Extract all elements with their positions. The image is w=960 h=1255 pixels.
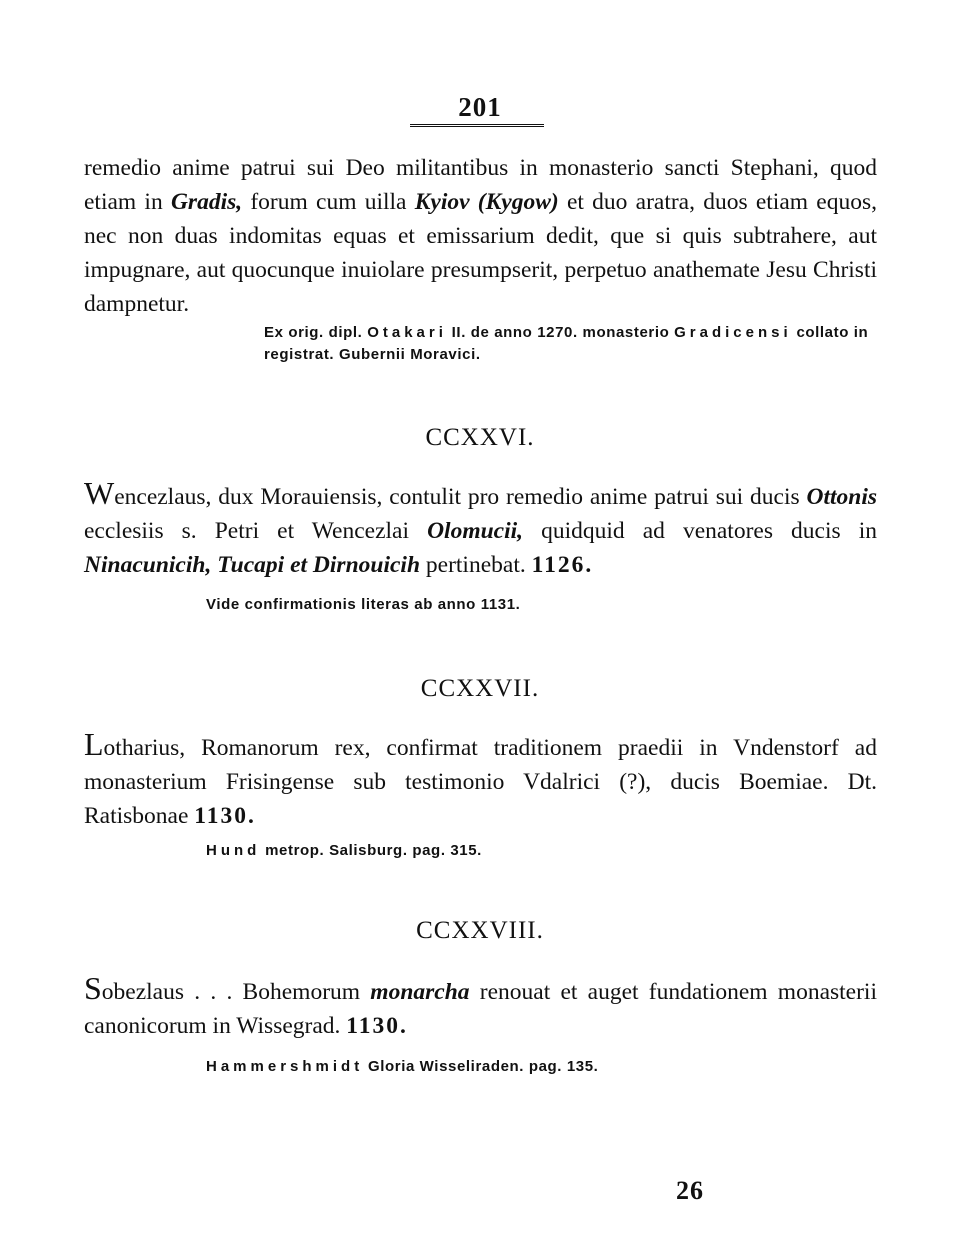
source-text-c: collato in registrat. Gubernii Moravici. <box>264 324 869 363</box>
entry-heading-ccxxvii: CCXXVII. <box>420 675 540 702</box>
place-gradis: Gradis, <box>170 189 243 215</box>
name-ottonis: Ottonis <box>806 484 877 510</box>
entry-ccxxviii-year: 1130. <box>346 1013 408 1039</box>
intro-text-a: remedio anime patrui sui Deo militantibus in monasterio sancti Stephani, quod etiam in <box>84 155 877 215</box>
source-text-a: Ex orig. dipl. <box>264 324 368 341</box>
entry-ccxxvii-source <box>206 840 806 862</box>
source-name-otakari: Otakari <box>367 324 447 341</box>
entry-ccxxviii-source <box>206 1056 846 1078</box>
place-kyiov: Kyiov (Kygow) <box>414 189 559 215</box>
entry-ccxxvii-year: 1130. <box>194 803 256 829</box>
page-number: 201 <box>458 92 502 122</box>
word-monarcha: monarcha <box>370 979 470 1005</box>
entry-text-ccxxvii <box>84 726 877 833</box>
entry-heading-ccxxviii: CCXXVIII. <box>416 917 544 944</box>
source-text-hammershmidt: Gloria Wisseliraden. pag. 135. <box>363 1058 599 1075</box>
intro-text-c: et duo aratra, duos etiam equos, nec non duas indomitas equas et emissarium dedit, que si quis subtrahere, aut impugnare, aut quocunque inuiolare presumpserit, perpetuo anathemate Jesu Christi dampnetur. <box>84 189 877 317</box>
intro-source-note <box>264 322 884 366</box>
dropcap-s: S <box>84 970 102 1006</box>
entry-ccxxvi-source: Vide confirmationis literas ab anno 1131. <box>206 596 521 613</box>
entry-text-ccxxviii <box>84 970 877 1043</box>
intro-paragraph <box>84 151 877 321</box>
entry-ccxxvii-text-a: otharius, Romanorum rex, confirmat traditionem praedii in Vndenstorf ad monasterium Frisingense sub testimonio Vdalrici (?), ducis Boemiae. Dt. Ratisbonae <box>84 735 877 829</box>
source-name-hund: Hund <box>206 842 261 859</box>
source-text-b: II. de anno 1270. monasterio <box>446 324 675 341</box>
signature-mark: 26 <box>676 1176 704 1205</box>
intro-text-b: forum cum uilla <box>242 189 415 215</box>
dropcap-l: L <box>84 726 104 762</box>
entry-ccxxviii-text-a: obezlaus . . . Bohemorum <box>101 979 371 1005</box>
entry-heading-ccxxvi: CCXXVI. <box>425 424 535 451</box>
places-ninacunicih: Ninacunicih, Tucapi et Dirnouicih <box>84 552 421 578</box>
source-name-hammershmidt: Hammershmidt <box>206 1058 364 1075</box>
source-text-hund: metrop. Salisburg. pag. 315. <box>260 842 482 859</box>
entry-ccxxvi-text-d: pertinebat. <box>420 552 532 578</box>
entry-ccxxvi-text-b: ecclesiis s. Petri et Wencezlai <box>84 518 428 544</box>
entry-ccxxvi-text-c: quidquid ad venatores ducis in <box>523 518 877 544</box>
entry-ccxxvi-text-a: encezlaus, dux Morauiensis, contulit pro remedio anime patrui sui ducis <box>114 484 807 510</box>
entry-ccxxviii-text-b: renouat et auget fundationem monasterii canonicorum in Wissegrad. <box>84 979 877 1039</box>
place-olomucii: Olomucii, <box>427 518 524 544</box>
entry-text-ccxxvi <box>84 475 877 582</box>
dropcap-w: W <box>84 475 115 511</box>
entry-ccxxvi-year: 1126. <box>531 552 594 578</box>
source-place-gradicensi: Gradicensi <box>674 324 792 341</box>
header-rule <box>410 124 544 127</box>
